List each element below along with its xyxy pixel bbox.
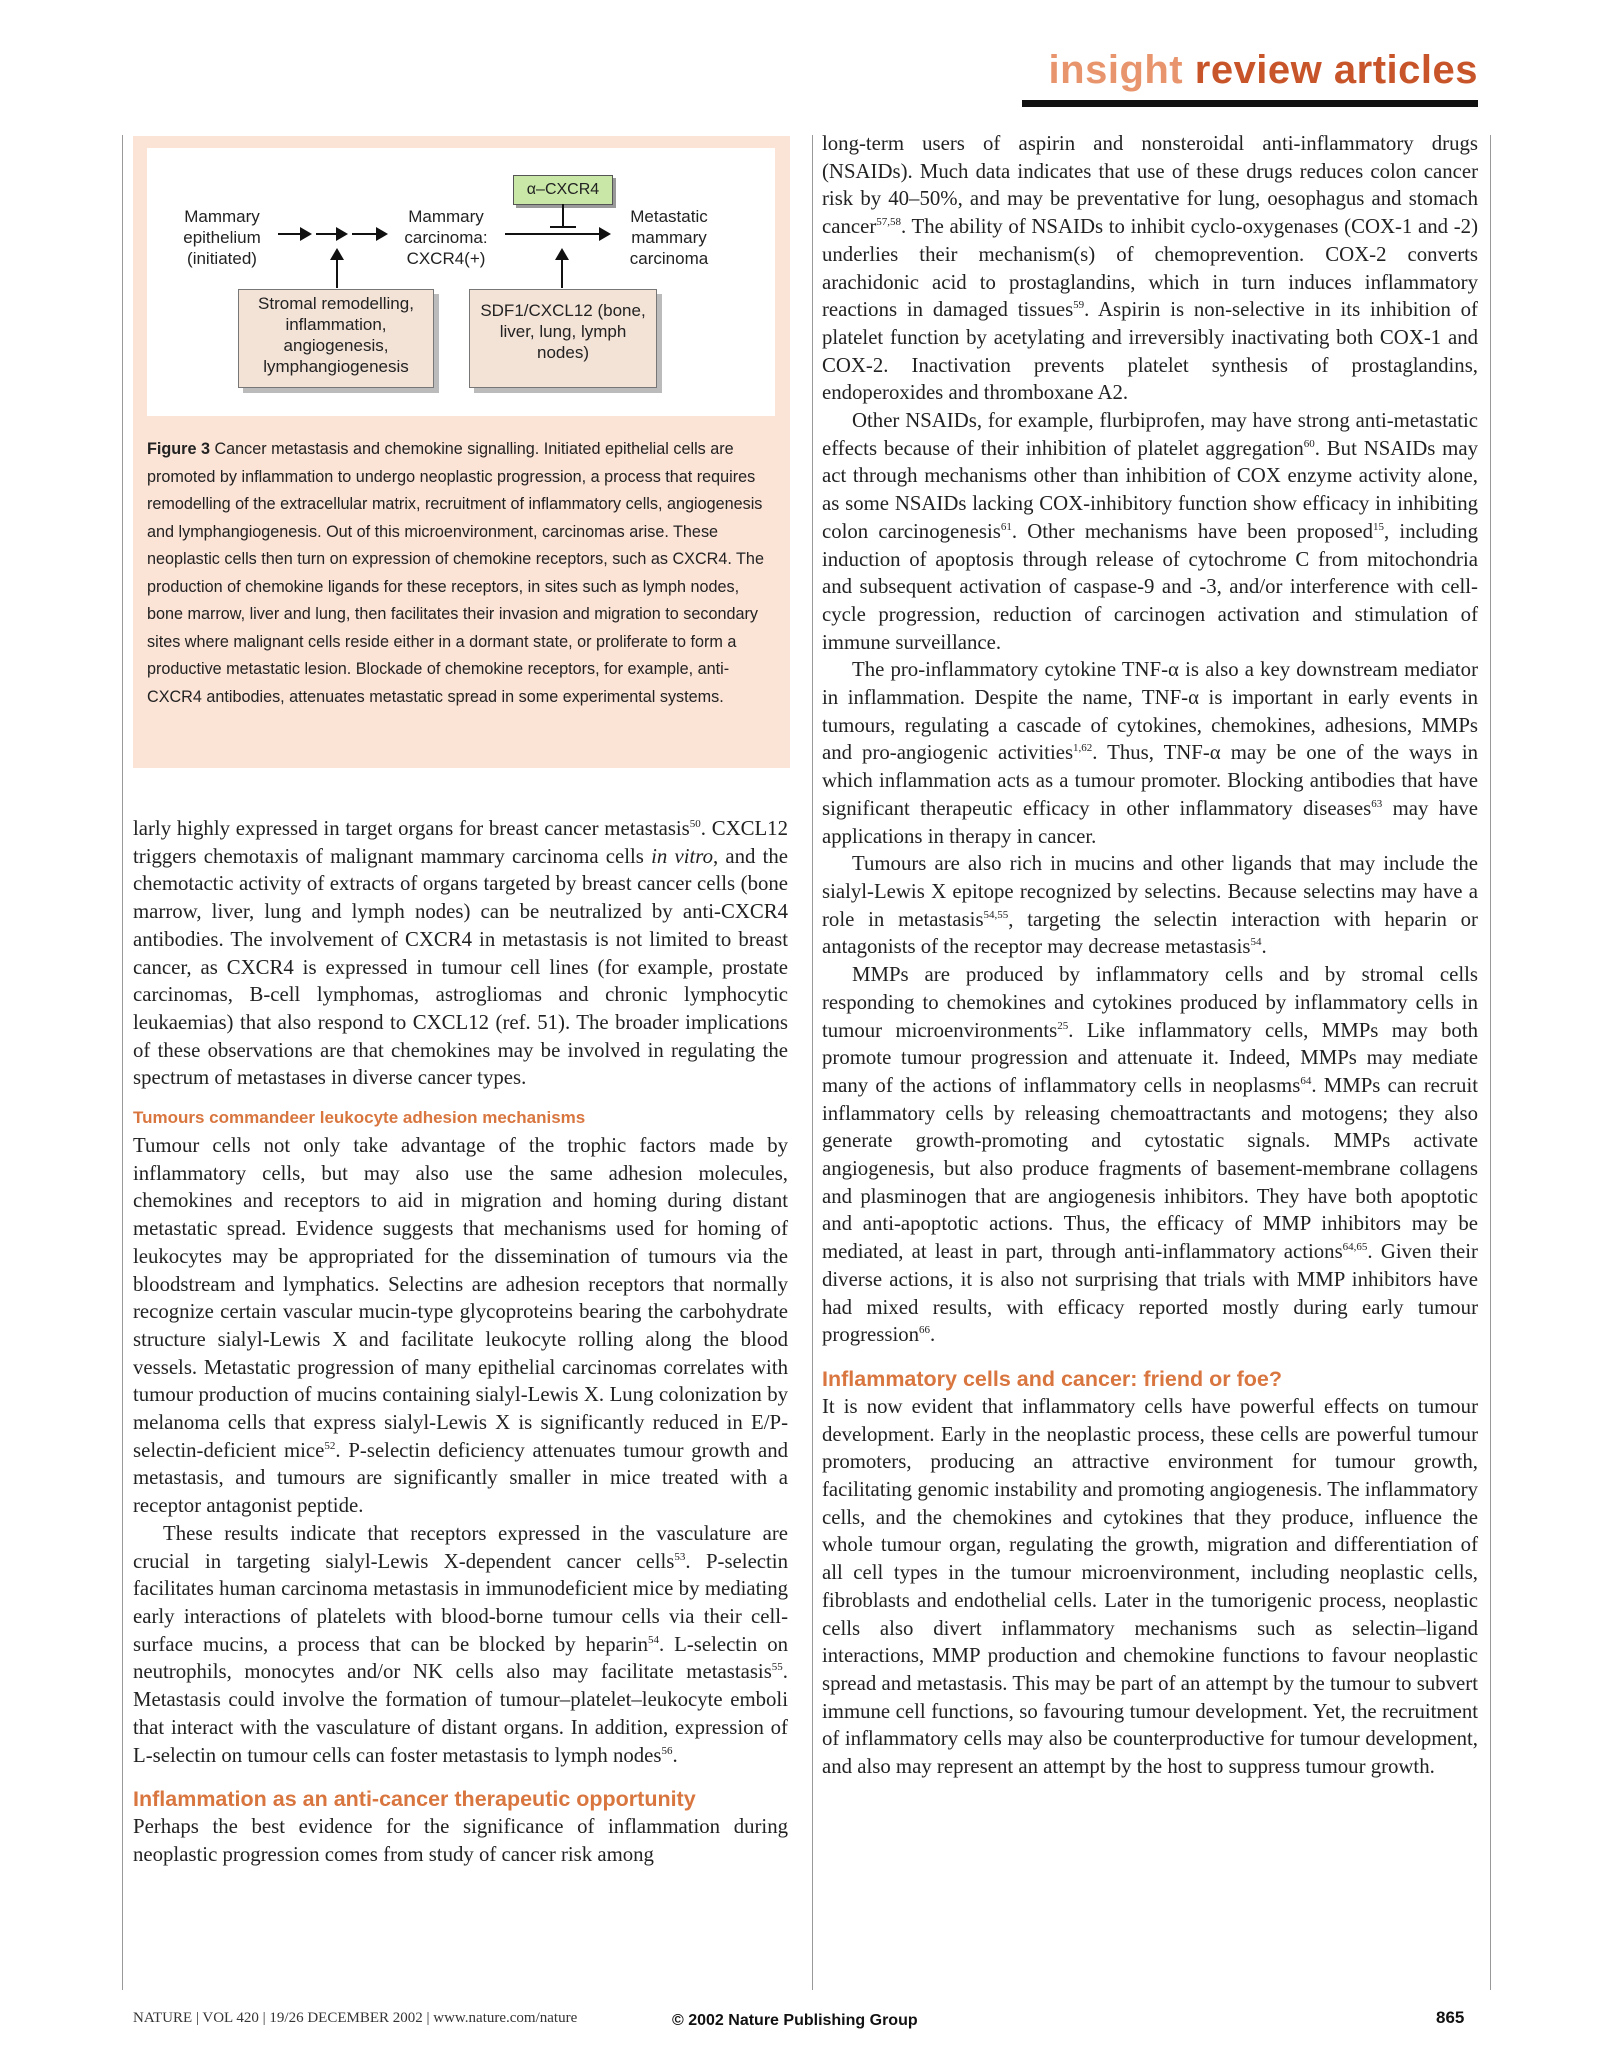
arrow-to-metastasis — [505, 233, 601, 235]
paragraph: Perhaps the best evidence for the significance of inflammation during neoplastic progression comes from study of cancer risk among — [133, 1815, 788, 1866]
stromal-label: Stromal remodelling, inflammation, angiogenesis, lymphangiogenesis — [258, 294, 414, 376]
paragraph: These results indicate that receptors expressed in the vasculature are crucial in targeting sialyl-Lewis X-dependent cancer cells$^{53}$. P-selectin facilitates human carcinoma metastasis in immunodeficient mice by mediating early interactions of platelets with blood-borne tumour cells via their cell-surface mucins, a process that can be blocked by heparin$^{54}$. L-selectin on neutrophils, monocytes and/or NK cells also may facilitate metastasis$^{55}$. Metastasis could involve the formation of tumour–platelet–leukocyte emboli that interact with the vasculature of distant organs. In addition, expression of L-selectin on tumour cells can foster metastasis to lymph nodes$^{56}$. — [133, 1521, 788, 1767]
paragraph: The pro-inflammatory cytokine TNF-α is also a key downstream mediator in inflammation. Despite the name, TNF-α is important in early events in tumours, regulating a cascade of cytokines, chemokines, adhesions, MMPs and pro-angiogenic activities$^{1,62}$. Thus, TNF-α may be one of the ways in which inflammation acts as a tumour promoter. Blocking antibodies that have significant therapeutic efficacy in other inflammatory diseases$^{63}$ may have applications in therapy in cancer. — [822, 658, 1479, 848]
arrow-2 — [316, 233, 338, 235]
page-number: 865 — [1436, 2008, 1465, 2027]
anti-cxcr4-box: α–CXCR4 — [513, 175, 613, 205]
column-divider — [122, 135, 123, 1990]
arrow-up-head-stromal — [330, 248, 344, 260]
paragraph: long-term users of aspirin and nonsteroidal anti-inflammatory drugs (NSAIDs). Much data indicates that use of these drugs reduces colon cancer risk by 40–50%, and may be preventative for lung, oesophagus and stomach cancer$^{57,58}$. The ability of NSAIDs to inhibit cyclo-oxygenases (COX-1 and -2) underlies their mechanism(s) of chemoprevention. COX-2 converts arachidonic acid to prostaglandins, which in turn induces inflammatory reactions in damaged tissues$^{59}$. Aspirin is non-selective in its inhibition of platelet function by acetylating and irreversibly inactivating both COX-1 and COX-2. Inactivation prevents platelet synthesis of prostaglandins, endoperoxides and thromboxane A2. — [822, 132, 1478, 405]
arrow-head-metastasis — [599, 227, 611, 241]
footer-journal-info: NATURE | VOL 420 | 19/26 DECEMBER 2002 | www.nature.com/nature — [133, 2010, 578, 2026]
stromal-remodelling-box — [238, 289, 434, 388]
footer-copyright: © 2002 Nature Publishing Group — [672, 2012, 918, 2029]
arrow-head-1 — [300, 227, 312, 241]
arrow-1 — [278, 233, 302, 235]
subheading: Tumours commandeer leukocyte adhesion mechanisms — [133, 1108, 586, 1128]
arrow-up-head-sdf — [555, 248, 569, 260]
column-divider — [812, 135, 813, 1990]
subheading: Inflammatory cells and cancer: friend or foe? — [822, 1366, 1282, 1391]
paragraph: Tumours are also rich in mucins and other ligands that may include the sialyl-Lewis X epitope recognized by selectins. Because selectins may have a role in metastasis$^{54,55}$, targeting the selectin interaction with heparin or antagonists of the receptor may decrease metastasis$^{54}$. — [822, 852, 1478, 959]
figure-caption — [147, 436, 775, 711]
paragraph: Other NSAIDs, for example, flurbiprofen, may have strong anti-metastatic effects because of their inhibition of platelet aggregation$^{60}$. But NSAIDs may act through mechanisms other than inhibition of COX enzyme activity alone, as some NSAIDs lacking COX-inhibitory function show efficacy in inhibiting colon carcinogenesis$^{61}$. Other mechanisms have been proposed$^{15}$, including induction of apoptosis through release of cytochrome C from mitochondria and subsequent activation of caspase-9 and -3, and/or interference with cell-cycle progression, reduction of carcinogen activation and stimulation of immune surveillance. — [822, 409, 1478, 654]
inhibition-bar-cap — [550, 226, 576, 228]
arrow-up-sdf — [561, 258, 563, 288]
subheading: Inflammation as an anti-cancer therapeutic opportunity — [133, 1787, 696, 1812]
label-mammary-carcinoma: Mammary carcinoma: CXCR4(+) — [404, 207, 488, 268]
caption-text: Cancer metastasis and chemokine signalling. Initiated epithelial cells are promoted by inflammation to undergo neoplastic progression, a process that requires remodelling of the extracellular matrix, recruitment of inflammatory cells, angiogenesis and lymphangiogenesis. Out of this microenvironment, carcinomas arise. These neoplastic cells then turn on expression of chemokine receptors, such as CXCR4. The production of chemokine ligands for these receptors, in sites such as lymph nodes, bone marrow, liver and lung, then facilitates their invasion and migration to secondary sites where malignant cells reside either in a dormant state, or proliferate to form a productive metastatic lesion. Blockade of chemokine receptors, for example, anti-CXCR4 antibodies, attenuates metastatic spread in some experimental systems. — [147, 440, 764, 706]
sdf1-cxcl12-box — [469, 289, 657, 388]
left-column — [133, 815, 788, 1869]
header-word-review: review articles — [1194, 48, 1478, 92]
header-word-insight: insight — [1048, 48, 1184, 92]
label-metastatic-carcinoma: Metastatic mammary carcinoma — [629, 207, 709, 268]
arrow-3 — [352, 233, 378, 235]
paragraph: Tumour cells not only take advantage of the trophic factors made by inflammatory cells, but may also use the same adhesion molecules, chemokines and receptors to aid in migration and homing during distant metastatic spread. Evidence suggests that mechanisms used for homing of leukocytes may be appropriated for the dissemination of tumours via the bloodstream and lymphatics. Selectins are adhesion receptors that normally recognize certain vascular mucin-type glycoproteins bearing the carbohydrate structure sialyl-Lewis X and facilitate leukocyte rolling along the blood vessels. Metastatic progression of many epithelial carcinomas correlates with tumour production of mucins containing sialyl-Lewis X. Lung colonization by melanoma cells that express sialyl-Lewis X is significantly reduced in E/P-selectin-deficient mice$^{52}$. P-selectin deficiency attenuates tumour growth and metastasis, and tumours are significantly smaller in mice treated with a receptor antagonist peptide. — [133, 1134, 789, 1518]
section-header — [1049, 48, 1478, 93]
label-mammary-epithelium: Mammary epithelium (initiated) — [183, 207, 261, 268]
inhibition-bar — [562, 204, 564, 226]
paragraph: larly highly expressed in target organs for breast cancer metastasis$^{50}$. CXCL12 triggers chemotaxis of malignant mammary carcinoma cells in vitro, and the chemotactic activity of extracts of organs targeted by breast cancer cells (bone marrow, liver, lung and lymph nodes) can be neutralized by anti-CXCR4 antibodies. The involvement of CXCR4 in metastasis is not limited to breast cancer, as CXCR4 is expressed in tumour cell lines (for example, prostate carcinomas, B-cell lymphomas, astrogliomas and chronic lymphocytic leukaemias) that also respond to CXCL12 (ref. 51). The broader implications of these observations are that chemokines may be involved in regulating the spectrum of metastases in diverse cancer types. — [133, 817, 788, 1090]
sdf-label: SDF1/CXCL12 (bone, liver, lung, lymph nodes) — [480, 301, 646, 362]
header-rule — [1022, 100, 1478, 107]
column-divider — [1490, 135, 1491, 1990]
caption-title: Figure 3 — [147, 440, 210, 458]
arrow-head-3 — [376, 227, 388, 241]
right-column — [822, 130, 1478, 1781]
arrow-up-stromal — [336, 258, 338, 288]
paragraph: MMPs are produced by inflammatory cells and by stromal cells responding to chemokines and cytokines produced by inflammatory cells in tumour microenvironments$^{25}$. Like inflammatory cells, MMPs may both promote tumour progression and attenuate it. Indeed, MMPs may mediate many of the actions of inflammatory cells in neoplasms$^{64}$. MMPs can recruit inflammatory cells by releasing chemoattractants and motogens; they also generate growth-promoting and cytostatic signals. MMPs activate angiogenesis, but also produce fragments of basement-membrane collagens and plasminogen that are angiogenesis inhibitors. They have both apoptotic and anti-apoptotic actions. Thus, the efficacy of MMP inhibitors may be mediated, at least in part, through anti-inflammatory actions$^{64,65}$. Given their diverse actions, it is also not surprising that trials with MMP inhibitors have had mixed results, with efficacy reported mostly during early tumour progression$^{66}$. — [822, 963, 1478, 1347]
arrow-head-2 — [336, 227, 348, 241]
paragraph: It is now evident that inflammatory cells have powerful effects on tumour development. Early in the neoplastic process, these cells are powerful tumour promoters, producing an attractive environment for tumour growth, facilitating genomic instability and promoting angiogenesis. The inflammatory cells, and the chemokines and cytokines that they produce, influence the whole tumour organ, regulating the growth, migration and differentiation of all cell types in the tumour microenvironment, including neoplastic cells, fibroblasts and endothelial cells. Later in the tumorigenic process, neoplastic cells also divert inflammatory mechanisms such as selectin–ligand interactions, MMP production and chemokine functions to favour neoplastic spread and metastasis. This may be part of an attempt by the tumour to subvert immune cell functions, so favouring tumour development. Yet, the recruitment of inflammatory cells may also be counterproductive for tumour development, and also may represent an attempt by the host to suppress tumour growth. — [822, 1394, 1478, 1779]
